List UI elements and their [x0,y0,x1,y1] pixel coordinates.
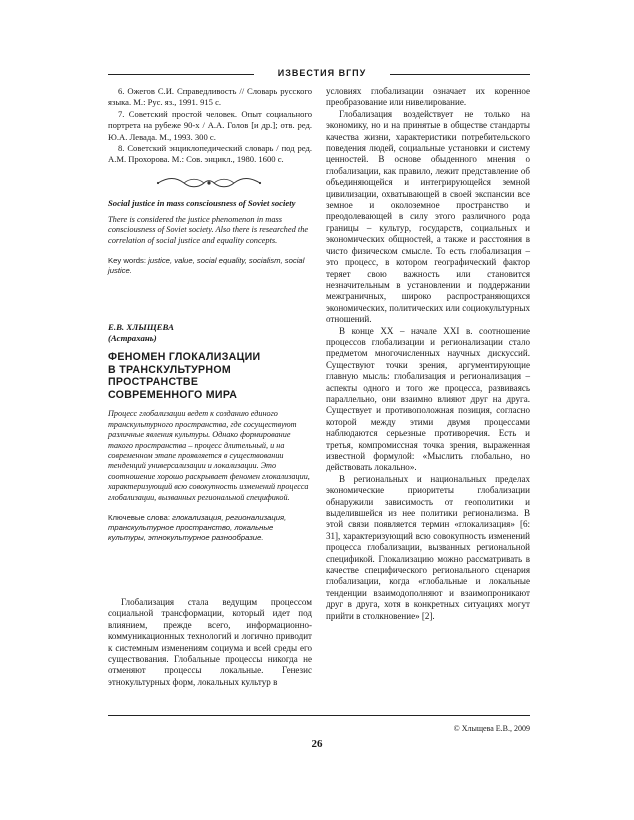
article-head [108,322,312,543]
article-title-line: В ТРАНСКУЛЬТУРНОМ [108,363,231,376]
running-header [108,68,530,80]
article-title-line: СОВРЕМЕННОГО МИРА [108,388,238,401]
russian-abstract: Процесс глобализации ведет к созданию единого транскультурного пространства, где сосуществуют различные явления культуры. Однако формирование такого пространства – процесс длительный, и на современном этапе проявляется в существовании тенденций универсализации и локализации. Это соотношение хорошо раскрывает феномен глокализации, характеризующий всю совокупность изменений процесса глобализации, вызванных региональной спецификой. [108,409,310,502]
reference-item: 8. Советский энциклопедический словарь / под ред. А.М. Прохорова. М.: Сов. энцикл., 1980. 1600 с. [108,143,312,165]
reference-list [108,86,312,166]
reference-item: 6. Ожегов С.И. Справедливость // Словарь русского языка. М.: Рус. яз., 1991. 915 с. [108,86,312,108]
author-city: (Астрахань) [108,333,157,343]
body-paragraph: В конце XX – начале XXI в. соотношение процессов глобализации и регионализации стало предметом многочисленных научных дискуссий. Существуют точки зрения, аргументирующие главную мысль: глобализация и регионализация – аспекты одного и того же процесса, развиваясь параллельно, они взаимно влияют друг на друга. Существует и противоположная позиция, согласно которой между этими двумя процессами наблюдаются серьезные противоречия. Есть и третья, компромиссная точка зрения, выраженная известной формулой: «Мыслить глобально, но действовать локально». [326,325,530,473]
article-title [108,351,312,401]
ornament-divider-icon [154,176,264,190]
header-rule-left [108,74,254,75]
footer-rule [108,715,530,716]
keywords-value: глокализация, регионализация, транскультурное пространство, локальные культуры, этнокультурное разнообразие. [108,513,287,543]
english-title: Social justice in mass consciousness of Soviet society [108,197,296,208]
body-paragraph: Глобализация воздействует не только на экономику, но и на принятые в обществе стандарты качества жизни, характеристики потребительского поведения людей, социальные установки и систему ценностей. В основе обыденного мнения о глобализации, как правило, лежит представление об объединяющейся и интегрирующейся земной цивилизации, охватывающей в своей экспансии все земное и околоземное пространство и преодолевающей в силу этого различного рода границы – культур, государств, социальных и экономических общностей, а также и расстояния в чисто физическом смысле. То есть глобализация – это процесс, в котором географический фактор теряет свою важность или становится незначительным в установлении и поддержании межграничных, широко распространяющихся экономических, политических или социокультурных отношений. [326,108,530,325]
article-title-line: ФЕНОМЕН ГЛОКАЛИЗАЦИИ [108,351,261,363]
english-summary [108,198,312,276]
page-number: 26 [311,738,323,750]
body-paragraph: Глобализация стала ведущим процессом социальной трансформации, который идет под влиянием, прежде всего, информационно-коммуникационных технологий и логично приводит к системным изменениям социума и всей среды его существования. Глобальные процессы никогда не отменяют процессы локальные. Генезис этнокультурных форм, локальных культур в [108,597,312,687]
body-left [108,597,312,688]
copyright-note: © Хлыщева Е.В., 2009 [453,724,530,733]
english-abstract: There is considered the justice phenomenon in mass consciousness of Soviet society. Also there is researched the correlation of social justice and equality concepts. [108,214,309,246]
reference-item: 7. Советский простой человек. Опыт социального портрета на рубеже 90-х / А.А. Голов [и др.]; отв. ред. Ю.А. Левада. М., 1993. 300 с. [108,108,312,142]
english-keywords [108,256,312,276]
left-column [108,86,312,687]
body-paragraph: условиях глобализации означает их коренное преобразование или нивелирование. [326,86,530,108]
keywords-label: Ключевые слова: [108,513,170,523]
body-paragraph: В региональных и национальных пределах экономические приоритеты глобализации обнаружили зависимость от геополитики и выделившейся из нее политики регионализма. В этой связи появляется термин «глокализация» [6: 31], характеризующий всю совокупность изменений процесса глобализации, вызванных региональной спецификой. Глокализацию можно рассматривать в качестве специфического регионального сценария глобализации, когда «глобальные и локальные тенденции взаимодополняют и взаимопроникают друг в друга, хотя в конкретных ситуациях могут прийти в столкновение» [2]. [326,473,530,621]
russian-keywords [108,513,312,543]
right-column [326,86,530,622]
author-name: Е.В. ХЛЫЩЕВА [108,322,174,332]
journal-title: ИЗВЕСТИЯ ВГПУ [277,68,367,78]
article-title-line: ПРОСТРАНСТВЕ [108,376,199,389]
keywords-label: Key words: [108,255,147,265]
header-rule-right [390,74,530,75]
keywords-value: justice, value, social equality, socialism, social justice. [108,255,305,275]
